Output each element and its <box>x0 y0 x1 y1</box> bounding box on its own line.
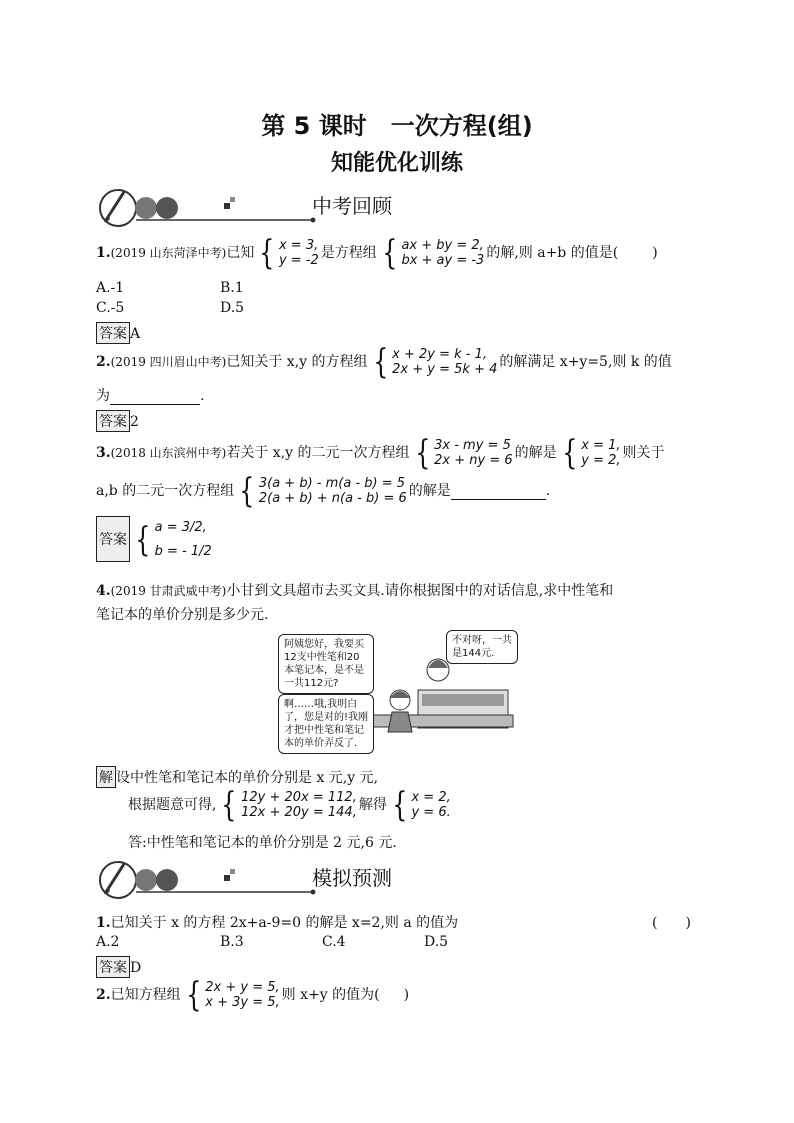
option-a: A.-1 <box>96 280 125 296</box>
equation-system: { x = 3, y = -2 <box>259 233 319 273</box>
answer-tag: 答案 <box>96 322 130 344</box>
solution-4-line3: 答:中性笔和笔记本的单价分别是 2 元,6 元. <box>128 835 397 851</box>
brush-icon <box>96 858 316 902</box>
equation-system: { 2x + y = 5, x + 3y = 5, <box>185 975 280 1015</box>
question-3-line2: a,b 的二元一次方程组 { 3(a + b) - m(a - b) = 5 2(a + b) + n(a - b) = 6 的解是 . <box>96 471 551 511</box>
option-c: C.-5 <box>96 300 125 316</box>
equation-system: { x = 1, y = 2, <box>561 433 621 473</box>
section-banner-mock <box>96 858 436 898</box>
mock-answer-1: 答案 D <box>96 956 141 978</box>
equation-system: { a = 3/2, b = - 1/2 <box>135 520 212 560</box>
option-d: D.5 <box>424 934 449 950</box>
option-a: A.2 <box>96 934 120 950</box>
question-2: 2.(2019 四川眉山中考)已知关于 x,y 的方程组 { x + 2y = k - 1, 2x + y = 5k + 4 的解满足 x+y=5,则 k 的值 <box>96 342 672 382</box>
equation-system: { 12y + 20x = 112, 12x + 20y = 144, <box>221 785 357 825</box>
question-2-line2: 为 . <box>96 388 205 404</box>
page-subtitle: 知能优化训练 <box>330 151 463 176</box>
option-b: B.1 <box>220 280 244 296</box>
option-d: D.5 <box>220 300 245 316</box>
solution-tag: 解 <box>96 766 116 788</box>
answer-1: 答案 A <box>96 322 140 344</box>
dialogue-illustration <box>278 630 518 760</box>
solution-4-line2: 根据题意可得, { 12y + 20x = 112, 12x + 20y = 144, 解得 { x = 2, y = 6. <box>128 785 451 825</box>
section-label: 模拟预测 <box>312 866 392 890</box>
mock-question-2: 2.已知方程组 { 2x + y = 5, x + 3y = 5, 则 x+y 的值为( ) <box>96 975 410 1015</box>
question-3: 3.(2018 山东滨州中考)若关于 x,y 的二元一次方程组 { 3x - my = 5 2x + ny = 6 的解是 { x = 1, y = 2, 则关于 <box>96 433 665 473</box>
question-4: 4.(2019 甘肃武威中考)小甘到文具超市去买文具.请你根据图中的对话信息,求中性笔和 <box>96 583 614 599</box>
answer-2: 答案 2 <box>96 410 139 432</box>
question-4-line2: 笔记本的单价分别是多少元. <box>96 607 269 623</box>
equation-system: { 3x - my = 5 2x + ny = 6 <box>414 433 513 473</box>
answer-tag: 答案 <box>96 516 130 562</box>
answer-paren: ( ) <box>652 915 691 931</box>
question-1: 1.(2019 山东菏泽中考)已知 { x = 3, y = -2 是方程组 { ax + by = 2, bx + ay = -3 的解,则 a+b 的值是( ) <box>96 233 658 273</box>
speech-bubble: 阿姨您好，我要买12支中性笔和20本笔记本，是不是一共112元? <box>278 634 374 694</box>
option-b: B.3 <box>220 934 244 950</box>
speech-bubble: 不对呀，一共是144元. <box>446 630 518 664</box>
solution-4: 解 设中性笔和笔记本的单价分别是 x 元,y 元, <box>96 766 378 788</box>
section-label: 中考回顾 <box>312 194 392 218</box>
brush-icon <box>96 186 316 230</box>
mock-question-1: 1.已知关于 x 的方程 2x+a-9=0 的解是 x=2,则 a 的值为 <box>96 915 459 931</box>
answer-tag: 答案 <box>96 410 130 432</box>
answer-3 <box>96 516 214 564</box>
equation-system: { x = 2, y = 6. <box>392 785 451 825</box>
equation-system: { ax + by = 2, bx + ay = -3 <box>382 233 485 273</box>
answer-tag: 答案 <box>96 956 130 978</box>
equation-system: { x + 2y = k - 1, 2x + y = 5k + 4 <box>372 342 498 382</box>
speech-bubble: 啊……哦,我明白了，您是对的!我刚才把中性笔和笔记本的单价弄反了. <box>278 694 374 754</box>
equation-system: { 3(a + b) - m(a - b) = 5 2(a + b) + n(a - b) = 6 <box>239 471 407 511</box>
option-c: C.4 <box>322 934 346 950</box>
page-title: 第 5 课时 一次方程(组) <box>261 112 533 140</box>
section-banner-review <box>96 186 436 226</box>
